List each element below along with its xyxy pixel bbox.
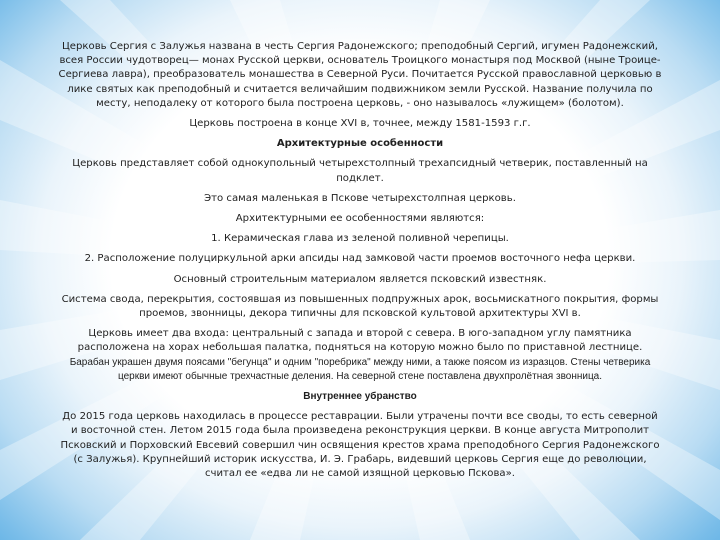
paragraph-feature-2: 2. Расположение полуциркульной арки апсиды над замковой части проемов восточного нефа церкви. <box>84 253 636 265</box>
paragraph-smallest: Это самая маленькая в Пскове четырехстолпная церковь. <box>204 192 516 204</box>
document-body <box>58 40 662 487</box>
paragraph-feature-1: 1. Керамическая глава из зеленой поливной черепицы. <box>211 233 509 245</box>
heading-interior: Внутреннее убранство <box>303 391 417 403</box>
paragraph-restoration: До 2015 года церковь находилась в процессе реставрации. Были утрачены почти все своды, то есть северной и восточной стен. Летом 2015 года была произведена реконструкция церкви. В конце августа Митрополит Псковский и Порховский Евсевий совершил чин освящения крестов храма преподобного Сергия Радонежского (с Залужья). Крупнейший историк искусства, И. Э. Грабарь, видевший церковь Сергия еще до революции, считал ее «едва ли не самой изящной церковью Пскова». <box>60 411 660 480</box>
paragraph-entrances <box>58 327 662 384</box>
paragraph-features-intro: Архитектурными ее особенностями являются: <box>235 213 485 225</box>
entrances-text: Церковь имеет два входа: центральный с запада и второй с севера. В юго-западном углу памятника расположена на хорах небольшая палатка, подняться на которую можно было по приставной лестнице. <box>77 328 643 354</box>
drum-decoration-text: Барабан украшен двумя поясами "бегунца" и одним "поребрика" между ними, а также поясом из изразцов. Стены четверика церкви имеют обычные трехчастные деления. На северной стене поставлена двухпролётная звонница. <box>69 356 651 382</box>
paragraph-construction-date: Церковь построена в конце XVI в, точнее, между 1581-1593 г.г. <box>189 118 531 130</box>
paragraph-vault-system: Система свода, перекрытия, состоявшая из повышенных подпружных арок, восьмискатного покрытия, формы проемов, звонницы, декора типичны для псковской культовой архитектуры XVI в. <box>61 293 659 320</box>
paragraph-description: Церковь представляет собой однокупольный четырехстолпный трехапсидный четверик, поставленный на подклет. <box>72 158 648 184</box>
heading-architecture: Архитектурные особенности <box>276 138 444 150</box>
paragraph-material: Основный строительным материалом является псковский известняк. <box>173 273 547 285</box>
paragraph-intro: Церковь Сергия с Залужья названа в честь Сергия Радонежского; преподобный Сергий, игумен Радонежский, всея России чудотворец— монах Русской церкви, основатель Троицкого монастыря под Москвой (ныне Троице-Сергиева лавра), преобразователь монашества в Северной Руси. Почитается Русской православной церковью в лике святых как преподобный и считается величайшим подвижником земли Русской. Название получила по месту, неподалеку от которого была построена церковь, - оно называлось «лужищем» (болотом). <box>58 41 662 109</box>
